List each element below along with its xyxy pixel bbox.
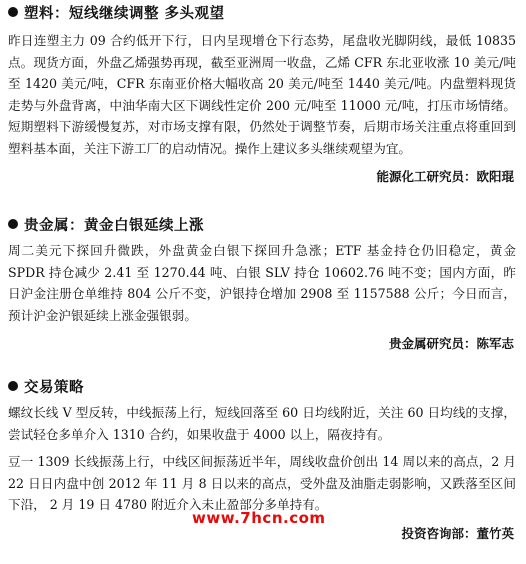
section-plastics [8,0,516,189]
author-attribution: 能源化工研究员：欧阳琨 [376,169,514,184]
strategy-paragraph-soybean: 豆一 1309 长线振荡上行，中线区间振荡近半年，周线收盘价创出 14 周以来的高点，2 月 22 日日内盘中创 2012 年 11 月 8 日以来的高点，受外盘及油脂走弱影响，又跌落至区间下沿， 2 月 19 日 4780 附近介入未止盈部分多单持有。 [8,454,516,512]
author-attribution: 贵金属研究员：陈军志 [388,336,514,351]
section-trading-strategy [8,374,516,546]
section-body: 周二美元下探回升微跌，外盘黄金白银下探回升急涨；ETF 基金持仓仍旧稳定，黄金 SPDR 持仓减少 2.41 至 1270.44 吨、白银 SLV 持仓 10602.76 吨不变；国内方面，昨日沪金注册仓单维持 804 公斤不变，沪银持仓增加 2908 至 1157588 公斤；今日而言，预计沪金沪银延续上涨金强银弱。 [8,243,516,323]
author-attribution: 投资咨询部：董竹英 [401,525,514,541]
section-heading [8,212,516,236]
bullet-dot-icon [8,219,18,229]
site-watermark: www.7hcn.com [192,509,326,527]
section-title: 塑料：短线继续调整 多头观望 [24,5,225,22]
section-title: 贵金属：黄金白银延续上涨 [24,217,204,234]
section-heading [8,0,516,24]
bullet-dot-icon [8,381,18,391]
section-body: 昨日连塑主力 09 合约低开下行，日内呈现增仓下行态势，尾盘收光脚阴线，最低 10835 点。现货方面，外盘乙烯强势再现，截至亚洲周一收盘，乙烯 CFR 东北亚收涨 10 美元/吨至 1420 美元/吨，CFR 东南亚价格大幅收高 20 美元/吨至 1440 美元/吨。内盘塑料现货走势与外盘背离，中油华南大区下调线性定价 200 元/吨至 11000 元/吨，打压市场情绪。短期塑料下游缓慢复苏，对市场支撑有限，仍然处于调整节奏，后期市场关注重点将重回到塑料基本面，关注下游工厂的启动情况。操作上建议多头继续观望为宜。 [8,33,516,156]
bullet-dot-icon [8,7,18,17]
section-title: 交易策略 [24,379,84,396]
section-heading [8,374,516,398]
strategy-paragraph-rebar: 螺纹长线 V 型反转，中线振荡上行，短线回落至 60 日均线附近，关注 60 日均线的支撑，尝试轻仓多单介入 1310 合约，如果收盘于 4000 以上，隔夜持有。 [8,405,516,442]
section-precious-metals [8,212,516,356]
